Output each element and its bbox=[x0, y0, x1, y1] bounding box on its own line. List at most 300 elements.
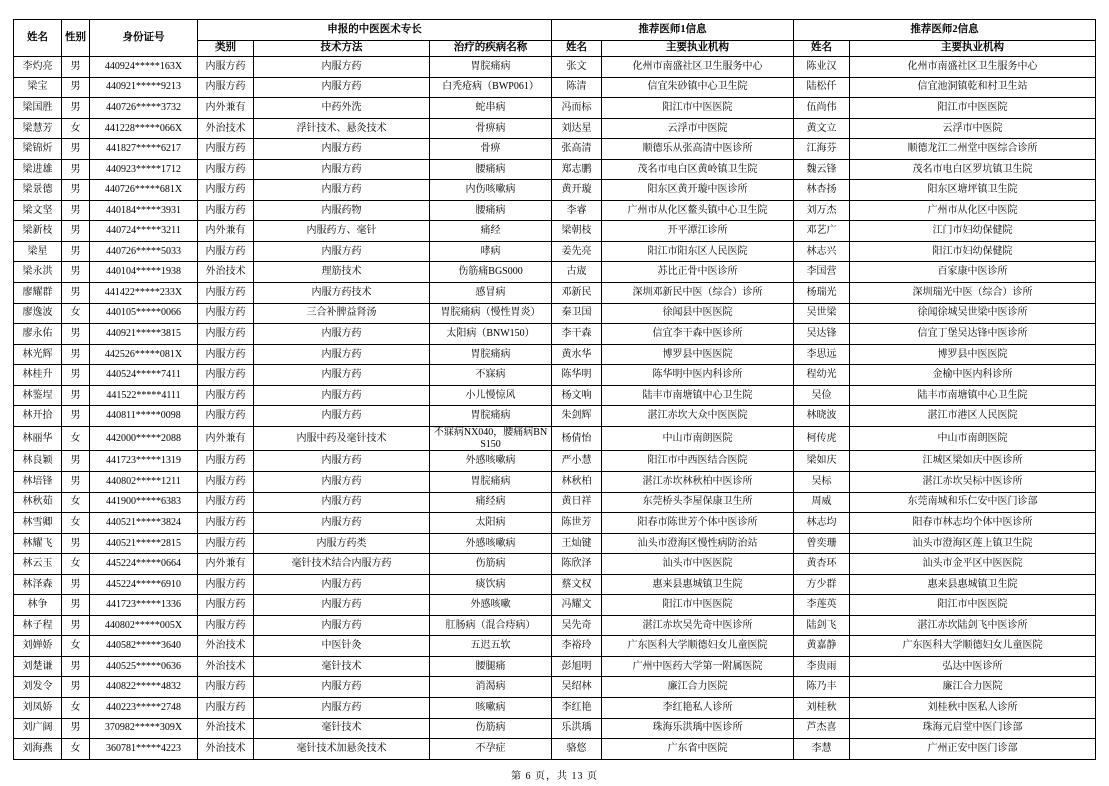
cell-doctor2_name: 林志均 bbox=[794, 513, 850, 534]
cell-doctor1_org: 陈华明中医内科诊所 bbox=[602, 365, 794, 386]
cell-category: 内外兼有 bbox=[198, 554, 254, 575]
cell-doctor2_name: 杨瑞光 bbox=[794, 283, 850, 304]
cell-doctor2_org: 湛江赤坎陆剑飞中医诊所 bbox=[850, 615, 1096, 636]
cell-doctor2_name: 林志兴 bbox=[794, 241, 850, 262]
cell-name: 梁文坚 bbox=[14, 200, 62, 221]
cell-disease: 小儿慢惊风 bbox=[430, 385, 552, 406]
cell-doctor1_org: 徐闻县中医医院 bbox=[602, 303, 794, 324]
cell-gender: 女 bbox=[62, 118, 90, 139]
cell-doctor2_org: 陆丰市南塘镇中心卫生院 bbox=[850, 385, 1096, 406]
cell-disease: 五迟五软 bbox=[430, 636, 552, 657]
cell-gender: 女 bbox=[62, 513, 90, 534]
cell-method: 内服方药技术 bbox=[254, 283, 430, 304]
cell-doctor2_name: 梁如庆 bbox=[794, 451, 850, 472]
cell-doctor1_org: 广州市从化区鳌头镇中心卫生院 bbox=[602, 200, 794, 221]
cell-category: 外治技术 bbox=[198, 739, 254, 760]
cell-disease: 太阳病 bbox=[430, 513, 552, 534]
cell-doctor2_name: 吴标 bbox=[794, 471, 850, 492]
cell-disease: 咳嗽病 bbox=[430, 698, 552, 719]
cell-method: 毫针技术加悬灸技术 bbox=[254, 739, 430, 760]
cell-name: 林耀飞 bbox=[14, 533, 62, 554]
table-row bbox=[14, 180, 1096, 201]
cell-id_number: 360781*****4223 bbox=[90, 739, 198, 760]
cell-gender: 男 bbox=[62, 77, 90, 98]
cell-id_number: 441827*****6217 bbox=[90, 139, 198, 160]
cell-name: 刘楚谦 bbox=[14, 656, 62, 677]
cell-category: 内服方药 bbox=[198, 451, 254, 472]
cell-doctor1_org: 廉江合力医院 bbox=[602, 677, 794, 698]
cell-doctor1_name: 陈欣泽 bbox=[552, 554, 602, 575]
cell-doctor2_name: 陈业汉 bbox=[794, 57, 850, 78]
table-row bbox=[14, 57, 1096, 78]
cell-name: 林鉴埕 bbox=[14, 385, 62, 406]
cell-doctor1_org: 阳江市中医医院 bbox=[602, 98, 794, 119]
cell-gender: 男 bbox=[62, 324, 90, 345]
table-row bbox=[14, 492, 1096, 513]
cell-id_number: 440726*****3732 bbox=[90, 98, 198, 119]
cell-doctor1_name: 冯而标 bbox=[552, 98, 602, 119]
cell-doctor2_org: 广东医科大学顺德妇女儿童医院 bbox=[850, 636, 1096, 657]
cell-category: 内服方药 bbox=[198, 513, 254, 534]
cell-doctor2_name: 吴达锋 bbox=[794, 324, 850, 345]
cell-method: 内服方药 bbox=[254, 451, 430, 472]
cell-id_number: 440822*****4832 bbox=[90, 677, 198, 698]
cell-doctor2_name: 林杏扬 bbox=[794, 180, 850, 201]
cell-id_number: 440921*****3815 bbox=[90, 324, 198, 345]
cell-category: 内服方药 bbox=[198, 698, 254, 719]
cell-category: 内服方药 bbox=[198, 57, 254, 78]
cell-disease: 内伤咳嗽病 bbox=[430, 180, 552, 201]
column-header-gender: 性别 bbox=[62, 20, 90, 57]
cell-method: 毫针技术 bbox=[254, 718, 430, 739]
cell-gender: 女 bbox=[62, 636, 90, 657]
table-row bbox=[14, 533, 1096, 554]
cell-doctor1_name: 蔡文权 bbox=[552, 574, 602, 595]
cell-doctor1_name: 邓新民 bbox=[552, 283, 602, 304]
table-row bbox=[14, 426, 1096, 451]
cell-name: 林子程 bbox=[14, 615, 62, 636]
cell-doctor2_org: 廉江合力医院 bbox=[850, 677, 1096, 698]
cell-doctor2_name: 李贵雨 bbox=[794, 656, 850, 677]
cell-doctor1_org: 茂名市电白区黄岭镇卫生院 bbox=[602, 159, 794, 180]
cell-doctor2_org: 广州正安中医门诊部 bbox=[850, 739, 1096, 760]
table-row bbox=[14, 283, 1096, 304]
cell-doctor1_org: 信宜李干森中医诊所 bbox=[602, 324, 794, 345]
cell-id_number: 445224*****0664 bbox=[90, 554, 198, 575]
cell-method: 内服方药 bbox=[254, 139, 430, 160]
cell-doctor1_name: 骆悠 bbox=[552, 739, 602, 760]
cell-doctor1_name: 林秋柏 bbox=[552, 471, 602, 492]
cell-doctor1_org: 云浮市中医院 bbox=[602, 118, 794, 139]
cell-doctor1_org: 广东医科大学顺德妇女儿童医院 bbox=[602, 636, 794, 657]
cell-category: 外治技术 bbox=[198, 656, 254, 677]
cell-doctor1_org: 博罗县中医医院 bbox=[602, 344, 794, 365]
cell-category: 内服方药 bbox=[198, 615, 254, 636]
cell-doctor2_org: 汕头市金平区中医医院 bbox=[850, 554, 1096, 575]
cell-doctor2_org: 化州市南盛社区卫生服务中心 bbox=[850, 57, 1096, 78]
cell-disease: 哮病 bbox=[430, 241, 552, 262]
cell-doctor1_name: 陈清 bbox=[552, 77, 602, 98]
cell-name: 梁景德 bbox=[14, 180, 62, 201]
cell-gender: 男 bbox=[62, 451, 90, 472]
cell-doctor1_org: 阳春市陈世芳个体中医诊所 bbox=[602, 513, 794, 534]
cell-doctor1_name: 陈世芳 bbox=[552, 513, 602, 534]
table-row bbox=[14, 656, 1096, 677]
cell-method: 内服方药 bbox=[254, 615, 430, 636]
cell-name: 林争 bbox=[14, 595, 62, 616]
cell-doctor1_name: 朱剑辉 bbox=[552, 406, 602, 427]
cell-name: 廖永佑 bbox=[14, 324, 62, 345]
cell-doctor1_name: 黄水华 bbox=[552, 344, 602, 365]
table-row bbox=[14, 615, 1096, 636]
cell-method: 内服方药 bbox=[254, 344, 430, 365]
table-row bbox=[14, 636, 1096, 657]
cell-id_number: 440184*****3931 bbox=[90, 200, 198, 221]
cell-doctor2_name: 程幼光 bbox=[794, 365, 850, 386]
cell-gender: 男 bbox=[62, 365, 90, 386]
cell-method: 内服方药 bbox=[254, 513, 430, 534]
cell-category: 外治技术 bbox=[198, 718, 254, 739]
cell-disease: 白秃疮病（BWP061） bbox=[430, 77, 552, 98]
table-row bbox=[14, 159, 1096, 180]
cell-method: 内服方药 bbox=[254, 406, 430, 427]
cell-doctor1_name: 陈华明 bbox=[552, 365, 602, 386]
cell-method: 浮针技术、悬灸技术 bbox=[254, 118, 430, 139]
cell-doctor2_org: 信宜池洞镇乾和村卫生站 bbox=[850, 77, 1096, 98]
cell-category: 内服方药 bbox=[198, 303, 254, 324]
cell-doctor2_name: 黄嘉静 bbox=[794, 636, 850, 657]
cell-method: 内服方药 bbox=[254, 324, 430, 345]
cell-gender: 女 bbox=[62, 554, 90, 575]
cell-disease: 胃脘痛病 bbox=[430, 344, 552, 365]
table-row bbox=[14, 139, 1096, 160]
cell-id_number: 441228*****066X bbox=[90, 118, 198, 139]
cell-name: 廖逸波 bbox=[14, 303, 62, 324]
cell-doctor2_name: 方少群 bbox=[794, 574, 850, 595]
cell-disease: 伤筋病 bbox=[430, 554, 552, 575]
column-group-specialty: 申报的中医医术专长 bbox=[198, 20, 552, 41]
cell-doctor2_org: 徐闻徐城吴世梁中医诊所 bbox=[850, 303, 1096, 324]
cell-gender: 男 bbox=[62, 57, 90, 78]
cell-doctor2_name: 刘万杰 bbox=[794, 200, 850, 221]
cell-id_number: 370982*****309X bbox=[90, 718, 198, 739]
cell-category: 内服方药 bbox=[198, 241, 254, 262]
table-row bbox=[14, 574, 1096, 595]
cell-doctor2_name: 李莲英 bbox=[794, 595, 850, 616]
cell-name: 刘凤娇 bbox=[14, 698, 62, 719]
cell-doctor2_org: 刘桂秋中医私人诊所 bbox=[850, 698, 1096, 719]
cell-doctor1_org: 深圳邓新民中医（综合）诊所 bbox=[602, 283, 794, 304]
cell-disease: 外感咳嗽 bbox=[430, 595, 552, 616]
column-header-disease: 治疗的疾病名称 bbox=[430, 41, 552, 57]
table-row bbox=[14, 677, 1096, 698]
cell-gender: 男 bbox=[62, 344, 90, 365]
column-header-id-number: 身份证号 bbox=[90, 20, 198, 57]
cell-doctor1_name: 乐洪瑀 bbox=[552, 718, 602, 739]
cell-name: 梁新枝 bbox=[14, 221, 62, 242]
column-header-method: 技术方法 bbox=[254, 41, 430, 57]
cell-disease: 伤筋痛BGS000 bbox=[430, 262, 552, 283]
column-header-name: 姓名 bbox=[14, 20, 62, 57]
cell-doctor2_name: 魏云锋 bbox=[794, 159, 850, 180]
cell-doctor1_name: 黄开璇 bbox=[552, 180, 602, 201]
cell-method: 毫针技术 bbox=[254, 656, 430, 677]
cell-id_number: 440524*****7411 bbox=[90, 365, 198, 386]
table-row bbox=[14, 262, 1096, 283]
cell-doctor2_org: 阳东区塘坪镇卫生院 bbox=[850, 180, 1096, 201]
cell-doctor2_org: 珠海元启堂中医门诊部 bbox=[850, 718, 1096, 739]
cell-id_number: 440802*****005X bbox=[90, 615, 198, 636]
cell-doctor2_name: 陆松仟 bbox=[794, 77, 850, 98]
cell-category: 内外兼有 bbox=[198, 98, 254, 119]
table-row bbox=[14, 324, 1096, 345]
table-row bbox=[14, 200, 1096, 221]
cell-method: 内服方药 bbox=[254, 574, 430, 595]
cell-category: 外治技术 bbox=[198, 262, 254, 283]
header-group-row bbox=[14, 20, 1096, 41]
cell-id_number: 440726*****5033 bbox=[90, 241, 198, 262]
cell-name: 梁星 bbox=[14, 241, 62, 262]
cell-name: 刘婵娇 bbox=[14, 636, 62, 657]
cell-gender: 女 bbox=[62, 698, 90, 719]
cell-doctor1_org: 化州市南盛社区卫生服务中心 bbox=[602, 57, 794, 78]
cell-doctor2_org: 深圳瑞光中医（综合）诊所 bbox=[850, 283, 1096, 304]
cell-doctor1_name: 梁朝枝 bbox=[552, 221, 602, 242]
table-row bbox=[14, 698, 1096, 719]
cell-method: 中药外洗 bbox=[254, 98, 430, 119]
cell-id_number: 441422*****233X bbox=[90, 283, 198, 304]
table-row bbox=[14, 406, 1096, 427]
cell-gender: 男 bbox=[62, 241, 90, 262]
cell-name: 刘发令 bbox=[14, 677, 62, 698]
cell-gender: 男 bbox=[62, 283, 90, 304]
cell-doctor2_org: 惠来县惠城镇卫生院 bbox=[850, 574, 1096, 595]
cell-doctor1_org: 顺德乐从张高清中医诊所 bbox=[602, 139, 794, 160]
cell-doctor2_org: 阳江市中医医院 bbox=[850, 98, 1096, 119]
cell-doctor2_org: 江门市妇幼保健院 bbox=[850, 221, 1096, 242]
table-row bbox=[14, 365, 1096, 386]
table-header bbox=[14, 20, 1096, 57]
cell-name: 林桂升 bbox=[14, 365, 62, 386]
cell-method: 内服方药 bbox=[254, 159, 430, 180]
cell-disease: 胃脘痛病（慢性胃炎） bbox=[430, 303, 552, 324]
cell-gender: 男 bbox=[62, 221, 90, 242]
cell-id_number: 445224*****6910 bbox=[90, 574, 198, 595]
cell-category: 内服方药 bbox=[198, 471, 254, 492]
cell-disease: 腰痛病 bbox=[430, 159, 552, 180]
cell-method: 三合补脾益肾汤 bbox=[254, 303, 430, 324]
cell-doctor2_org: 湛江赤坎吴标中医诊所 bbox=[850, 471, 1096, 492]
table-row bbox=[14, 385, 1096, 406]
column-group-doctor1: 推荐医师1信息 bbox=[552, 20, 794, 41]
cell-doctor1_org: 中山市南朗医院 bbox=[602, 426, 794, 451]
cell-doctor1_org: 广州中医药大学第一附属医院 bbox=[602, 656, 794, 677]
cell-doctor1_org: 苏比正骨中医诊所 bbox=[602, 262, 794, 283]
cell-doctor2_org: 汕头市澄海区莲上镇卫生院 bbox=[850, 533, 1096, 554]
cell-id_number: 440582*****3640 bbox=[90, 636, 198, 657]
cell-doctor1_name: 秦卫国 bbox=[552, 303, 602, 324]
cell-id_number: 441723*****1319 bbox=[90, 451, 198, 472]
cell-gender: 男 bbox=[62, 406, 90, 427]
cell-doctor1_org: 阳江市阳东区人民医院 bbox=[602, 241, 794, 262]
cell-doctor2_org: 东莞南城和乐仁安中医门诊部 bbox=[850, 492, 1096, 513]
cell-doctor1_name: 刘达星 bbox=[552, 118, 602, 139]
cell-doctor2_name: 陈乃丰 bbox=[794, 677, 850, 698]
cell-name: 梁国胜 bbox=[14, 98, 62, 119]
cell-doctor1_org: 阳江市中医医院 bbox=[602, 595, 794, 616]
cell-name: 梁永洪 bbox=[14, 262, 62, 283]
cell-disease: 不孕症 bbox=[430, 739, 552, 760]
cell-doctor2_org: 阳江市妇幼保健院 bbox=[850, 241, 1096, 262]
cell-gender: 女 bbox=[62, 739, 90, 760]
table-body bbox=[14, 57, 1096, 760]
cell-disease: 胃脘痛病 bbox=[430, 57, 552, 78]
table-row bbox=[14, 98, 1096, 119]
cell-category: 内服方药 bbox=[198, 492, 254, 513]
table-row bbox=[14, 451, 1096, 472]
cell-id_number: 441723*****1336 bbox=[90, 595, 198, 616]
column-header-doctor1-org: 主要执业机构 bbox=[602, 41, 794, 57]
cell-gender: 男 bbox=[62, 471, 90, 492]
cell-method: 内服方药 bbox=[254, 385, 430, 406]
cell-doctor2_org: 湛江市港区人民医院 bbox=[850, 406, 1096, 427]
cell-gender: 男 bbox=[62, 180, 90, 201]
cell-gender: 男 bbox=[62, 718, 90, 739]
cell-disease: 腰痛病 bbox=[430, 200, 552, 221]
cell-doctor2_name: 吴俭 bbox=[794, 385, 850, 406]
cell-doctor2_org: 阳春市林志均个体中医诊所 bbox=[850, 513, 1096, 534]
cell-id_number: 440105*****0066 bbox=[90, 303, 198, 324]
cell-doctor2_name: 周威 bbox=[794, 492, 850, 513]
cell-doctor1_name: 李红艳 bbox=[552, 698, 602, 719]
column-header-doctor1-name: 姓名 bbox=[552, 41, 602, 57]
cell-doctor2_name: 吴世梁 bbox=[794, 303, 850, 324]
cell-doctor2_name: 刘桂秋 bbox=[794, 698, 850, 719]
cell-category: 内服方药 bbox=[198, 159, 254, 180]
cell-id_number: 440924*****163X bbox=[90, 57, 198, 78]
cell-doctor2_name: 伍尚伟 bbox=[794, 98, 850, 119]
cell-disease: 腰腿痛 bbox=[430, 656, 552, 677]
cell-category: 内服方药 bbox=[198, 200, 254, 221]
cell-gender: 男 bbox=[62, 159, 90, 180]
cell-id_number: 440726*****681X bbox=[90, 180, 198, 201]
cell-method: 内服方药 bbox=[254, 677, 430, 698]
cell-gender: 男 bbox=[62, 262, 90, 283]
cell-id_number: 440921*****9213 bbox=[90, 77, 198, 98]
cell-method: 内服方药 bbox=[254, 180, 430, 201]
cell-id_number: 440525*****0636 bbox=[90, 656, 198, 677]
cell-doctor2_org: 弘达中医诊所 bbox=[850, 656, 1096, 677]
cell-id_number: 440923*****1712 bbox=[90, 159, 198, 180]
cell-name: 林光辉 bbox=[14, 344, 62, 365]
page-number: 第 6 页，共 13 页 bbox=[511, 770, 598, 782]
cell-doctor1_org: 开平潭江诊所 bbox=[602, 221, 794, 242]
cell-doctor1_org: 陆丰市南塘镇中心卫生院 bbox=[602, 385, 794, 406]
cell-method: 内服方药 bbox=[254, 241, 430, 262]
cell-name: 刘广阔 bbox=[14, 718, 62, 739]
cell-disease: 外感咳嗽病 bbox=[430, 533, 552, 554]
cell-id_number: 440521*****2815 bbox=[90, 533, 198, 554]
cell-disease: 肛肠病（混合痔病） bbox=[430, 615, 552, 636]
cell-disease: 胃脘痛病 bbox=[430, 471, 552, 492]
cell-name: 李灼亮 bbox=[14, 57, 62, 78]
cell-doctor1_name: 吴先奇 bbox=[552, 615, 602, 636]
cell-category: 内服方药 bbox=[198, 406, 254, 427]
cell-category: 外治技术 bbox=[198, 118, 254, 139]
cell-name: 梁锦炘 bbox=[14, 139, 62, 160]
cell-id_number: 440724*****3211 bbox=[90, 221, 198, 242]
cell-doctor1_name: 郑志鹏 bbox=[552, 159, 602, 180]
cell-method: 内服方药 bbox=[254, 698, 430, 719]
cell-id_number: 440802*****1211 bbox=[90, 471, 198, 492]
cell-method: 中医针灸 bbox=[254, 636, 430, 657]
cell-gender: 男 bbox=[62, 574, 90, 595]
cell-method: 毫针技术结合内服方药 bbox=[254, 554, 430, 575]
cell-method: 内服方药 bbox=[254, 77, 430, 98]
cell-doctor2_org: 顺德龙江二州堂中医综合诊所 bbox=[850, 139, 1096, 160]
table-row bbox=[14, 595, 1096, 616]
cell-category: 内服方药 bbox=[198, 595, 254, 616]
cell-gender: 男 bbox=[62, 98, 90, 119]
table-row bbox=[14, 118, 1096, 139]
cell-disease: 感冒病 bbox=[430, 283, 552, 304]
cell-gender: 男 bbox=[62, 656, 90, 677]
cell-method: 内服方药 bbox=[254, 57, 430, 78]
table-row bbox=[14, 77, 1096, 98]
cell-name: 林泽森 bbox=[14, 574, 62, 595]
cell-gender: 男 bbox=[62, 595, 90, 616]
cell-method: 内服方药 bbox=[254, 492, 430, 513]
column-group-doctor2: 推荐医师2信息 bbox=[794, 20, 1096, 41]
cell-doctor1_name: 李裕玲 bbox=[552, 636, 602, 657]
cell-doctor1_org: 湛江赤坎大众中医医院 bbox=[602, 406, 794, 427]
cell-doctor1_org: 广东省中医院 bbox=[602, 739, 794, 760]
cell-doctor1_org: 东莞桥头李屋保康卫生所 bbox=[602, 492, 794, 513]
cell-name: 林云玉 bbox=[14, 554, 62, 575]
cell-gender: 男 bbox=[62, 139, 90, 160]
cell-doctor1_org: 珠海乐洪瑀中医诊所 bbox=[602, 718, 794, 739]
cell-id_number: 442000*****2088 bbox=[90, 426, 198, 451]
cell-category: 内服方药 bbox=[198, 180, 254, 201]
table-row bbox=[14, 554, 1096, 575]
cell-id_number: 440521*****3824 bbox=[90, 513, 198, 534]
cell-method: 内服中药及毫针技术 bbox=[254, 426, 430, 451]
table-row bbox=[14, 471, 1096, 492]
cell-category: 内服方药 bbox=[198, 365, 254, 386]
column-header-doctor2-org: 主要执业机构 bbox=[850, 41, 1096, 57]
cell-doctor1_name: 冯耀文 bbox=[552, 595, 602, 616]
cell-id_number: 440811*****0098 bbox=[90, 406, 198, 427]
cell-doctor1_name: 张文 bbox=[552, 57, 602, 78]
document-page bbox=[0, 19, 1109, 786]
cell-doctor1_org: 湛江赤坎林秋柏中医诊所 bbox=[602, 471, 794, 492]
cell-doctor2_name: 曾奕珊 bbox=[794, 533, 850, 554]
table-row bbox=[14, 739, 1096, 760]
cell-disease: 痛经 bbox=[430, 221, 552, 242]
cell-doctor2_name: 芦杰喜 bbox=[794, 718, 850, 739]
cell-name: 梁进雄 bbox=[14, 159, 62, 180]
cell-doctor2_name: 李慧 bbox=[794, 739, 850, 760]
cell-category: 外治技术 bbox=[198, 636, 254, 657]
cell-id_number: 440104*****1938 bbox=[90, 262, 198, 283]
cell-id_number: 441900*****6383 bbox=[90, 492, 198, 513]
cell-name: 林良颖 bbox=[14, 451, 62, 472]
cell-category: 内服方药 bbox=[198, 533, 254, 554]
cell-doctor2_org: 金榆中医内科诊所 bbox=[850, 365, 1096, 386]
cell-doctor1_name: 彭旭明 bbox=[552, 656, 602, 677]
cell-name: 梁宝 bbox=[14, 77, 62, 98]
cell-doctor1_name: 李干森 bbox=[552, 324, 602, 345]
